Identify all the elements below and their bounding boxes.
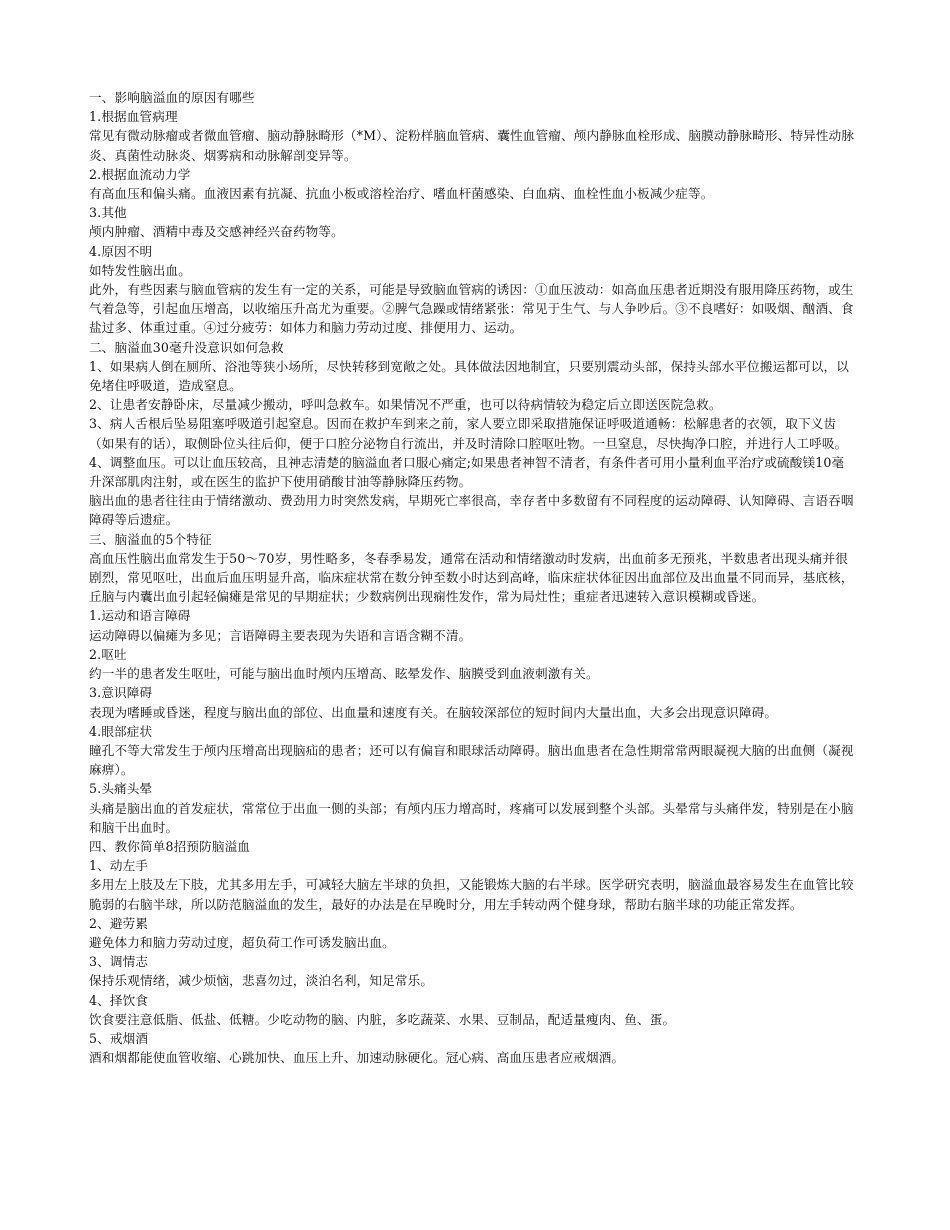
subheading: 4、择饮食 [89, 992, 149, 1008]
paragraph: 如特发性脑出血。 [89, 262, 191, 278]
paragraph: 表现为嗜睡或昏迷，程度与脑出血的部位、出血量和速度有关。在脑较深部位的短时间内大量出血，大多会出现意识障碍。 [89, 704, 778, 720]
subheading: 5、戒烟酒 [89, 1030, 149, 1046]
subheading: 3.其他 [89, 205, 127, 221]
paragraph: 4、调整血压。可以让血压较高，且神志清楚的脑溢血者口服心痛定;如果患者神智不清者，有条件者可用小量利血平治疗或硫酸镁10毫升深部肌肉注射，或在医生的监护下使用硝酸甘油等静脉降压药物。 [89, 454, 845, 490]
paragraph: 避免体力和脑力劳动过度，超负荷工作可诱发脑出血。 [89, 934, 395, 950]
section-heading: 三、脑溢血的5个特征 [89, 531, 212, 547]
paragraph: 此外，有些因素与脑血管病的发生有一定的关系，可能是导致脑血管病的诱因：①血压波动：如高血压患者近期没有服用降压药物，或生气着急等，引起血压增高，以收缩压升高尤为重要。②脾气急躁或情绪紧张：常见于生气、与人争吵后。③不良嗜好：如吸烟、酗酒、食盐过多、体重过重。④过分疲劳：如体力和脑力劳动过度、排便用力、运动。 [89, 282, 854, 336]
subheading: 2.根据血流动力学 [89, 166, 191, 182]
paragraph: 头痛是脑出血的首发症状，常常位于出血一侧的头部；有颅内压力增高时，疼痛可以发展到整个头部。头晕常与头痛伴发，特别是在小脑和脑干出血时。 [89, 800, 854, 835]
subheading: 4.眼部症状 [89, 723, 153, 739]
paragraph: 有高血压和偏头痛。血液因素有抗凝、抗血小板或溶栓治疗、嗜血杆菌感染、白血病、血栓性血小板减少症等。 [89, 186, 714, 202]
paragraph: 颅内肿瘤、酒精中毒及交感神经兴奋药物等。 [89, 224, 344, 240]
paragraph: 保持乐观情绪，减少烦恼，悲喜勿过，淡泊名利，知足常乐。 [89, 973, 434, 989]
subheading: 1、动左手 [89, 858, 149, 874]
subheading: 2、避劳累 [89, 915, 149, 931]
subheading: 3、调情志 [89, 954, 149, 970]
paragraph: 酒和烟都能使血管收缩、心跳加快、血压上升、加速动脉硬化。冠心病、高血压患者应戒烟酒。 [89, 1050, 625, 1066]
subheading: 1.根据血管病理 [89, 109, 178, 125]
paragraph: 3、病人舌根后坠易阻塞呼吸道引起窒息。因而在救护车到来之前，家人要立即采取措施保证呼吸道通畅：松解患者的衣领，取下义齿（如果有的话），取侧卧位头往后仰，便于口腔分泌物自行流出，并及时清除口腔呕吐物。一旦窒息，尽快掏净口腔，并进行人工呼吸。 [89, 416, 848, 451]
subheading: 3.意识障碍 [89, 685, 153, 701]
paragraph: 瞳孔不等大常发生于颅内压增高出现脑疝的患者；还可以有偏盲和眼球活动障碍。脑出血患者在急性期常常两眼凝视大脑的出血侧（凝视麻痹）。 [89, 742, 854, 778]
subheading: 2.呕吐 [89, 646, 127, 662]
paragraph: 脑出血的患者往往由于情绪激动、费劲用力时突然发病，早期死亡率很高，幸存者中多数留有不同程度的运动障碍、认知障碍、言语吞咽障碍等后遗症。 [89, 493, 854, 528]
paragraph: 常见有微动脉瘤或者微血管瘤、脑动静脉畸形（*M）、淀粉样脑血管病、囊性血管瘤、颅内静脉血栓形成、脑膜动静脉畸形、特异性动脉炎、真菌性动脉炎、烟雾病和动脉解剖变异等。 [89, 128, 855, 163]
section-heading: 一、影响脑溢血的原因有哪些 [89, 90, 255, 105]
paragraph: 多用左上肢及左下肢，尤其多用左手，可减轻大脑左半球的负担，又能锻炼大脑的右半球。医学研究表明，脑溢血最容易发生在血管比较脆弱的右脑半球，所以防范脑溢血的发生，最好的办法是在早晚时分，用左手转动两个健身球，帮助右脑半球的功能正常发挥。 [89, 877, 854, 912]
paragraph: 约一半的患者发生呕吐，可能与脑出血时颅内压增高、眩晕发作、脑膜受到血液刺激有关。 [89, 666, 599, 682]
paragraph: 运动障碍以偏瘫为多见；言语障碍主要表现为失语和言语含糊不清。 [89, 627, 472, 643]
section-heading: 二、脑溢血30毫升没意识如何急救 [89, 339, 284, 355]
section-heading: 四、教你简单8招预防脑溢血 [89, 838, 251, 854]
paragraph: 饮食要注意低脂、低盐、低糖。少吃动物的脑、内脏，多吃蔬菜、水果、豆制品，配适量瘦肉、鱼、蛋。 [89, 1011, 676, 1027]
subheading: 5.头痛头晕 [89, 781, 153, 797]
document-body [89, 88, 855, 1067]
subheading: 4.原因不明 [89, 243, 153, 259]
paragraph: 高血压性脑出血常发生于50～70岁，男性略多，冬春季易发，通常在活动和情绪激动时发病，出血前多无预兆，半数患者出现头痛并很剧烈，常见呕吐，出血后血压明显升高，临床症状常在数分钟至数小时达到高峰，临床症状体征因出血部位及出血量不同而异，基底核，丘脑与内囊出血引起轻偏瘫是常见的早期症状；少数病例出现痫性发作，常为局灶性；重症者迅速转入意识模糊或昏迷。 [89, 550, 854, 605]
subheading: 1.运动和语言障碍 [89, 608, 191, 624]
paragraph: 2、让患者安静卧床，尽量减少搬动，呼叫急救车。如果情况不严重，也可以待病情较为稳定后立即送医院急救。 [89, 397, 722, 413]
paragraph: 1、如果病人倒在厕所、浴池等狭小场所，尽快转移到宽敞之处。具体做法因地制宜，只要别震动头部，保持头部水平位搬运都可以，以免堵住呼吸道，造成窒息。 [89, 358, 850, 394]
